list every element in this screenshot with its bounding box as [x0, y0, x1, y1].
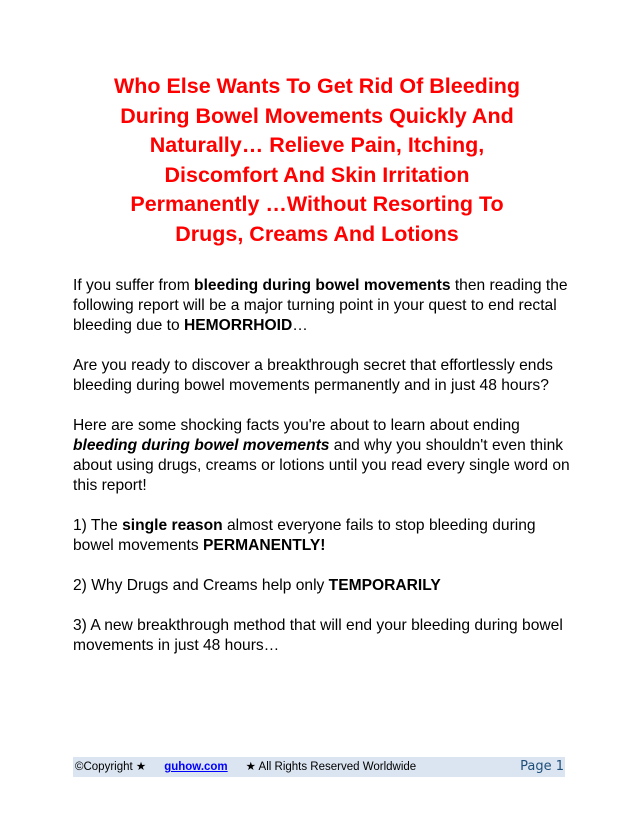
headline-line-4: Discomfort And Skin Irritation	[164, 162, 470, 187]
page-number: Page 1	[520, 759, 564, 774]
list-item-3: 3) A new breakthrough method that will end your bleeding during bowel movements in just 48 hours…	[73, 617, 563, 654]
body-text	[73, 276, 573, 676]
text-run: then reading the following report will be a major turning point in your quest to end rectal bleeding due to	[73, 277, 568, 334]
text-run: Here are some shocking facts you're about to learn about ending	[73, 417, 520, 434]
headline	[62, 72, 572, 249]
rights-text: ★ All Rights Reserved Worldwide	[245, 761, 417, 773]
bold-phrase: single reason	[122, 517, 223, 534]
bold-phrase: TEMPORARILY	[328, 577, 441, 594]
bold-phrase: PERMANENTLY!	[203, 537, 326, 554]
bold-phrase: bleeding during bowel movements	[194, 277, 451, 294]
list-item-2	[73, 576, 573, 596]
list-item-1	[73, 516, 573, 556]
paragraph-question: Are you ready to discover a breakthrough secret that effortlessly ends bleeding during bowel movements permanently and in just 48 hours?	[73, 357, 553, 394]
text-run: almost everyone fails to stop bleeding during bowel movements	[73, 517, 536, 554]
text-run: 1) The	[73, 517, 123, 534]
headline-line-5: Permanently …Without Resorting To	[130, 192, 504, 216]
text-run: If you suffer from	[73, 277, 195, 294]
footer-link[interactable]: guhow.com	[164, 761, 228, 773]
footer-copyright	[75, 757, 416, 777]
headline-line-3: Naturally… Relieve Pain, Itching,	[149, 133, 485, 157]
headline-line-1: Who Else Wants To Get Rid Of Bleeding	[113, 74, 521, 98]
text-run: and why you shouldn't even think about using drugs, creams or lotions until you read every single word on this report!	[73, 437, 570, 494]
paragraph-facts	[73, 416, 573, 496]
bold-phrase: HEMORRHOID	[183, 317, 293, 334]
copyright-text: ©Copyright ★	[75, 761, 147, 773]
paragraph-intro	[73, 276, 573, 336]
page-footer	[73, 757, 565, 777]
headline-line-2: During Bowel Movements Quickly And	[120, 103, 514, 128]
bold-italic-phrase: bleeding during bowel movements	[73, 437, 330, 454]
text-run: …	[292, 317, 308, 334]
text-run: 2) Why Drugs and Creams help only	[73, 577, 329, 594]
headline-line-6: Drugs, Creams And Lotions	[175, 221, 459, 246]
